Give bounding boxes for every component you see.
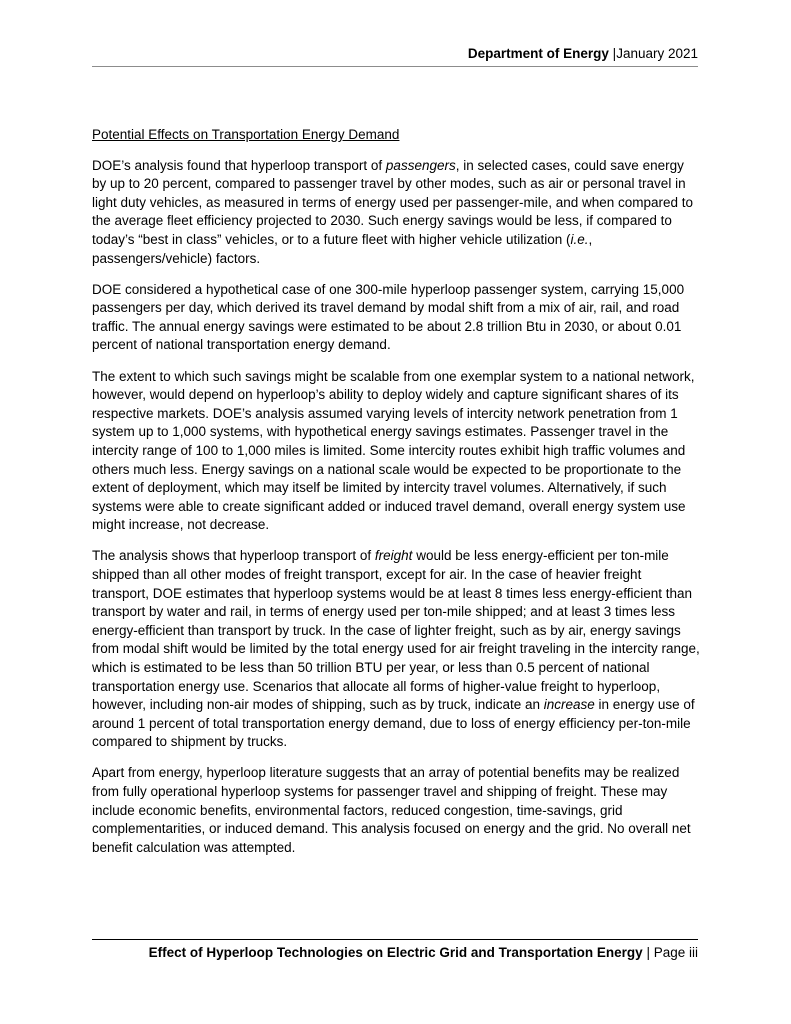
page-number: Page iii — [653, 945, 698, 960]
header-divider — [92, 66, 698, 67]
paragraph-other-benefits: Apart from energy, hyperloop literature suggests that an array of potential benefits may be realized from fully operational hyperloop systems for passenger travel and shipping of freight. These may include economic benefits, environmental factors, reduced congestion, time-savings, grid complementarities, or induced demand. This analysis focused on energy and the grid. No overall net benefit calculation was attempted. — [92, 765, 691, 855]
paragraph-hypothetical-case: DOE considered a hypothetical case of one 300-mile hyperloop passenger system, carrying 15,000 passengers per day, which derived its travel demand by modal shift from a mix of air, rail, and road traffic. The annual energy savings were estimated to be about 2.8 trillion Btu in 2030, or about 0.01 percent of national transportation energy demand. — [92, 281, 685, 353]
section-heading: Potential Effects on Transportation Energy Demand — [92, 127, 400, 142]
paragraph-text: , in selected cases, could save energy by up to 20 percent, compared to passenger travel by other modes, such as air or personal travel in light duty vehicles, as measured in terms of energy used per passenger-mile, and when compared to the average fleet efficiency projected to 2030. Such energy savings would be less, if compared to today’s “best in class” vehicles, or to a future fleet with higher vehicle utilization ( — [92, 157, 694, 247]
header-organization: Department of Energy — [467, 46, 609, 61]
paragraph-text: DOE’s analysis found that hyperloop transport of — [92, 157, 386, 173]
page-footer — [92, 943, 698, 963]
emphasis-ie: i.e. — [570, 231, 589, 247]
header-date: January 2021 — [616, 46, 698, 61]
emphasis-increase: increase — [543, 697, 595, 713]
paragraph-text: would be less energy-efficient per ton-mile shipped than all other modes of freight transport, except for air. In the case of heavier freight transport, DOE estimates that hyperloop systems would be at least 8 times less energy-efficient than transport by water and rail, in terms of energy used per ton-mile shipped; and at least 3 times less energy-efficient than transport by truck. In the case of lighter freight, such as by air, energy savings from modal shift would be limited by the total energy used for air freight traveling in the intercity range, which is estimated to be less than 50 trillion BTU per year, or less than 0.5 percent of national transportation energy use. Scenarios that allocate all forms of higher-value freight to hyperloop, however, including non-air modes of shipping, such as by truck, indicate an — [92, 548, 700, 713]
emphasis-passengers: passengers — [385, 157, 456, 173]
paragraph-scalability: The extent to which such savings might be scalable from one exemplar system to a national network, however, would depend on hyperloop’s ability to deploy widely and capture significant shares of its respective markets. DOE’s analysis assumed varying levels of intercity network penetration from 1 system up to 1,000 systems, with hypothetical energy savings estimates. Passenger travel in the intercity range of 100 to 1,000 miles is limited. Some intercity routes exhibit high traffic volumes and others much less. Energy savings on a national scale would be expected to be proportionate to the extent of deployment, which may itself be limited by intercity travel volumes. Alternatively, if such systems were able to create significant added or induced travel demand, overall energy system use might increase, not decrease. — [92, 368, 695, 533]
paragraph-text: in energy use of around 1 percent of total transportation energy demand, due to loss of energy efficiency per-ton-mile compared to shipment by trucks. — [92, 697, 695, 750]
page-header — [92, 44, 698, 64]
paragraph-passengers — [92, 157, 700, 269]
emphasis-freight: freight — [374, 548, 413, 564]
footer-document-title: Effect of Hyperloop Technologies on Electric Grid and Transportation Energy — [148, 945, 643, 960]
paragraph-text: , passengers/vehicle) factors. — [92, 231, 593, 266]
paragraph-freight — [92, 547, 700, 752]
footer-divider — [92, 939, 698, 940]
header-separator: | — [612, 46, 617, 61]
paragraph-text: The analysis shows that hyperloop transport of — [92, 548, 375, 564]
footer-separator: | — [646, 945, 650, 960]
section-body — [92, 126, 700, 870]
